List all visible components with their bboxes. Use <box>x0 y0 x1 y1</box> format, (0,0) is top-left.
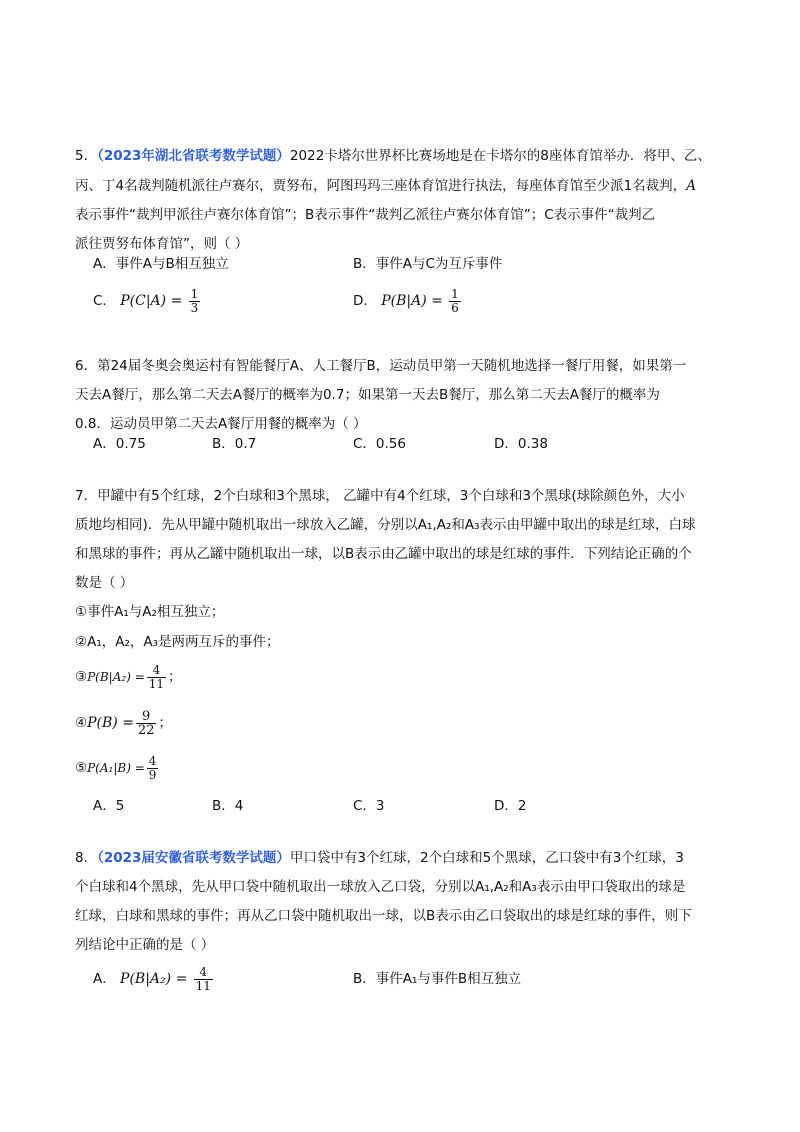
question-7-option-d[interactable]: D．2 <box>494 798 527 814</box>
question-7-line-4: 数是（ ） <box>75 575 134 591</box>
question-8-line-2: 个白球和4个黑球，先从甲口袋中随机取出一球放入乙口袋，分别以A₁,A₂和A₃表示由甲口袋取出的球是 <box>75 879 686 895</box>
question-5-text-1: 2022卡塔尔世界杯比赛场地是在卡塔尔的8座体育馆举办．将甲、乙、 <box>289 148 711 164</box>
question-6-option-a[interactable]: A．0.75 <box>93 436 146 452</box>
question-8-text-1: 甲口袋中有3个红球，2个白球和5个黑球，乙口袋中有3个红球，3 <box>289 850 684 866</box>
question-5-text-2: 丙、丁4名裁判随机派往卢赛尔，贾努布，阿图玛玛三座体育馆进行执法，每座体育馆至少派1名裁判， <box>75 178 687 194</box>
statement-4-label: ④ <box>75 715 88 731</box>
question-7-statement-1: ①事件A₁与A₂相互独立； <box>75 604 225 620</box>
question-8-number: 8． <box>75 850 98 866</box>
statement-5-label: ⑤ <box>75 760 88 776</box>
question-8-option-b[interactable]: B．事件A₁与事件B相互独立 <box>353 971 522 987</box>
statement-3-expr: P(B|A₂) = <box>87 670 145 684</box>
question-5-option-d-fraction <box>449 288 461 315</box>
fraction-numerator: 4 <box>194 966 213 980</box>
fraction-numerator: 4 <box>148 753 157 768</box>
fraction-numerator: 1 <box>451 286 459 301</box>
question-7-statement-3 <box>75 660 182 694</box>
question-5-option-c[interactable] <box>93 286 202 316</box>
statement-3-label: ③ <box>75 669 88 685</box>
statement-5-fraction <box>147 755 159 782</box>
question-6-line-3: 0.8．运动员甲第二天去A餐厅用餐的概率为（ ） <box>75 416 367 432</box>
question-8-line-4: 列结论中正确的是（ ） <box>75 937 215 953</box>
question-7-line-1: 7．甲罐中有5个红球，2个白球和3个黑球， 乙罐中有4个红球，3个白球和3个黑球(球除颜色外，大小 <box>75 488 685 504</box>
question-6-option-c[interactable]: C．0.56 <box>353 436 406 452</box>
question-7-line-2: 质地均相同)．先从甲罐中随机取出一球放入乙罐，分别以A₁,A₂和A₃表示由甲罐中取出的球是红球，白球 <box>75 517 696 533</box>
question-5-source: （2023年湖北省联考数学试题） <box>97 148 290 164</box>
question-7-statement-2: ②A₁，A₂，A₃是两两互斥的事件； <box>75 634 280 650</box>
fraction-numerator: 9 <box>136 710 157 724</box>
statement-4-tail: ； <box>158 715 172 731</box>
statement-3-tail: ； <box>168 669 182 685</box>
question-5-option-d-label: D． <box>353 293 377 309</box>
question-8-option-a-label: A． <box>93 971 116 987</box>
statement-4-expr: P(B) = <box>87 715 134 731</box>
question-5-line-2 <box>75 176 696 196</box>
question-5-option-c-label: C． <box>93 293 116 309</box>
question-7-option-a[interactable]: A．5 <box>93 798 125 814</box>
fraction-denominator: 11 <box>148 676 165 691</box>
fraction-denominator: 11 <box>195 978 211 993</box>
question-7-option-b[interactable]: B．4 <box>212 798 244 814</box>
fraction-numerator: 1 <box>190 286 199 301</box>
question-7-statement-5 <box>75 750 160 786</box>
question-8-option-a[interactable] <box>93 962 215 996</box>
question-6-option-d[interactable]: D．0.38 <box>494 436 548 452</box>
question-7-line-3: 和黑球的事件；再从乙罐中随机取出一球，以B表示由乙罐中取出的球是红球的事件．下列结论正确的个 <box>75 546 692 562</box>
question-8-line-1 <box>75 848 684 868</box>
fraction-numerator: 4 <box>147 664 166 678</box>
fraction-denominator: 3 <box>190 300 199 315</box>
question-5-line-3: 表示事件“裁判甲派往卢赛尔体育馆”；B表示事件“裁判乙派往卢赛尔体育馆”；C表示事件“裁判乙 <box>75 207 656 223</box>
statement-5-expr: P(A₁|B) = <box>87 761 145 775</box>
statement-3-fraction <box>147 664 166 691</box>
question-5-option-a[interactable]: A．事件A与B相互独立 <box>93 256 229 272</box>
question-5-line-4: 派往贾努布体育馆”，则（ ） <box>75 236 249 252</box>
question-8-source: （2023届安徽省联考数学试题） <box>97 850 290 866</box>
question-5-option-c-fraction <box>189 288 201 315</box>
question-5-line-1 <box>75 146 711 166</box>
question-5-text-2-tail: A <box>686 178 696 194</box>
question-8-option-a-fraction <box>194 966 213 993</box>
fraction-denominator: 6 <box>451 300 459 315</box>
question-8-line-3: 红球，白球和黑球的事件；再从乙口袋中随机取出一球，以B表示由乙口袋取出的球是红球的事件，则下 <box>75 908 692 924</box>
question-5-option-b[interactable]: B．事件A与C为互斥事件 <box>353 256 503 272</box>
question-6-option-b[interactable]: B．0.7 <box>212 436 257 452</box>
fraction-denominator: 22 <box>137 722 155 738</box>
question-7-option-c[interactable]: C．3 <box>353 798 385 814</box>
question-8-option-a-expr: P(B|A₂) = <box>120 971 188 987</box>
question-7-statement-4 <box>75 703 172 743</box>
question-6-line-1: 6．第24届冬奥会奥运村有智能餐厅A、人工餐厅B，运动员甲第一天随机地选择一餐厅用餐，如果第一 <box>75 358 687 374</box>
question-5-option-c-expr: P(C|A) = <box>120 293 183 309</box>
question-5-number: 5． <box>75 148 98 164</box>
fraction-denominator: 9 <box>148 767 157 782</box>
question-5-option-d[interactable] <box>353 286 463 316</box>
question-6-line-2: 天去A餐厅，那么第二天去A餐厅的概率为0.7；如果第一天去B餐厅，那么第二天去A餐厅的概率为 <box>75 387 660 403</box>
statement-4-fraction <box>136 710 157 737</box>
question-5-option-d-expr: P(B|A) = <box>381 293 443 309</box>
